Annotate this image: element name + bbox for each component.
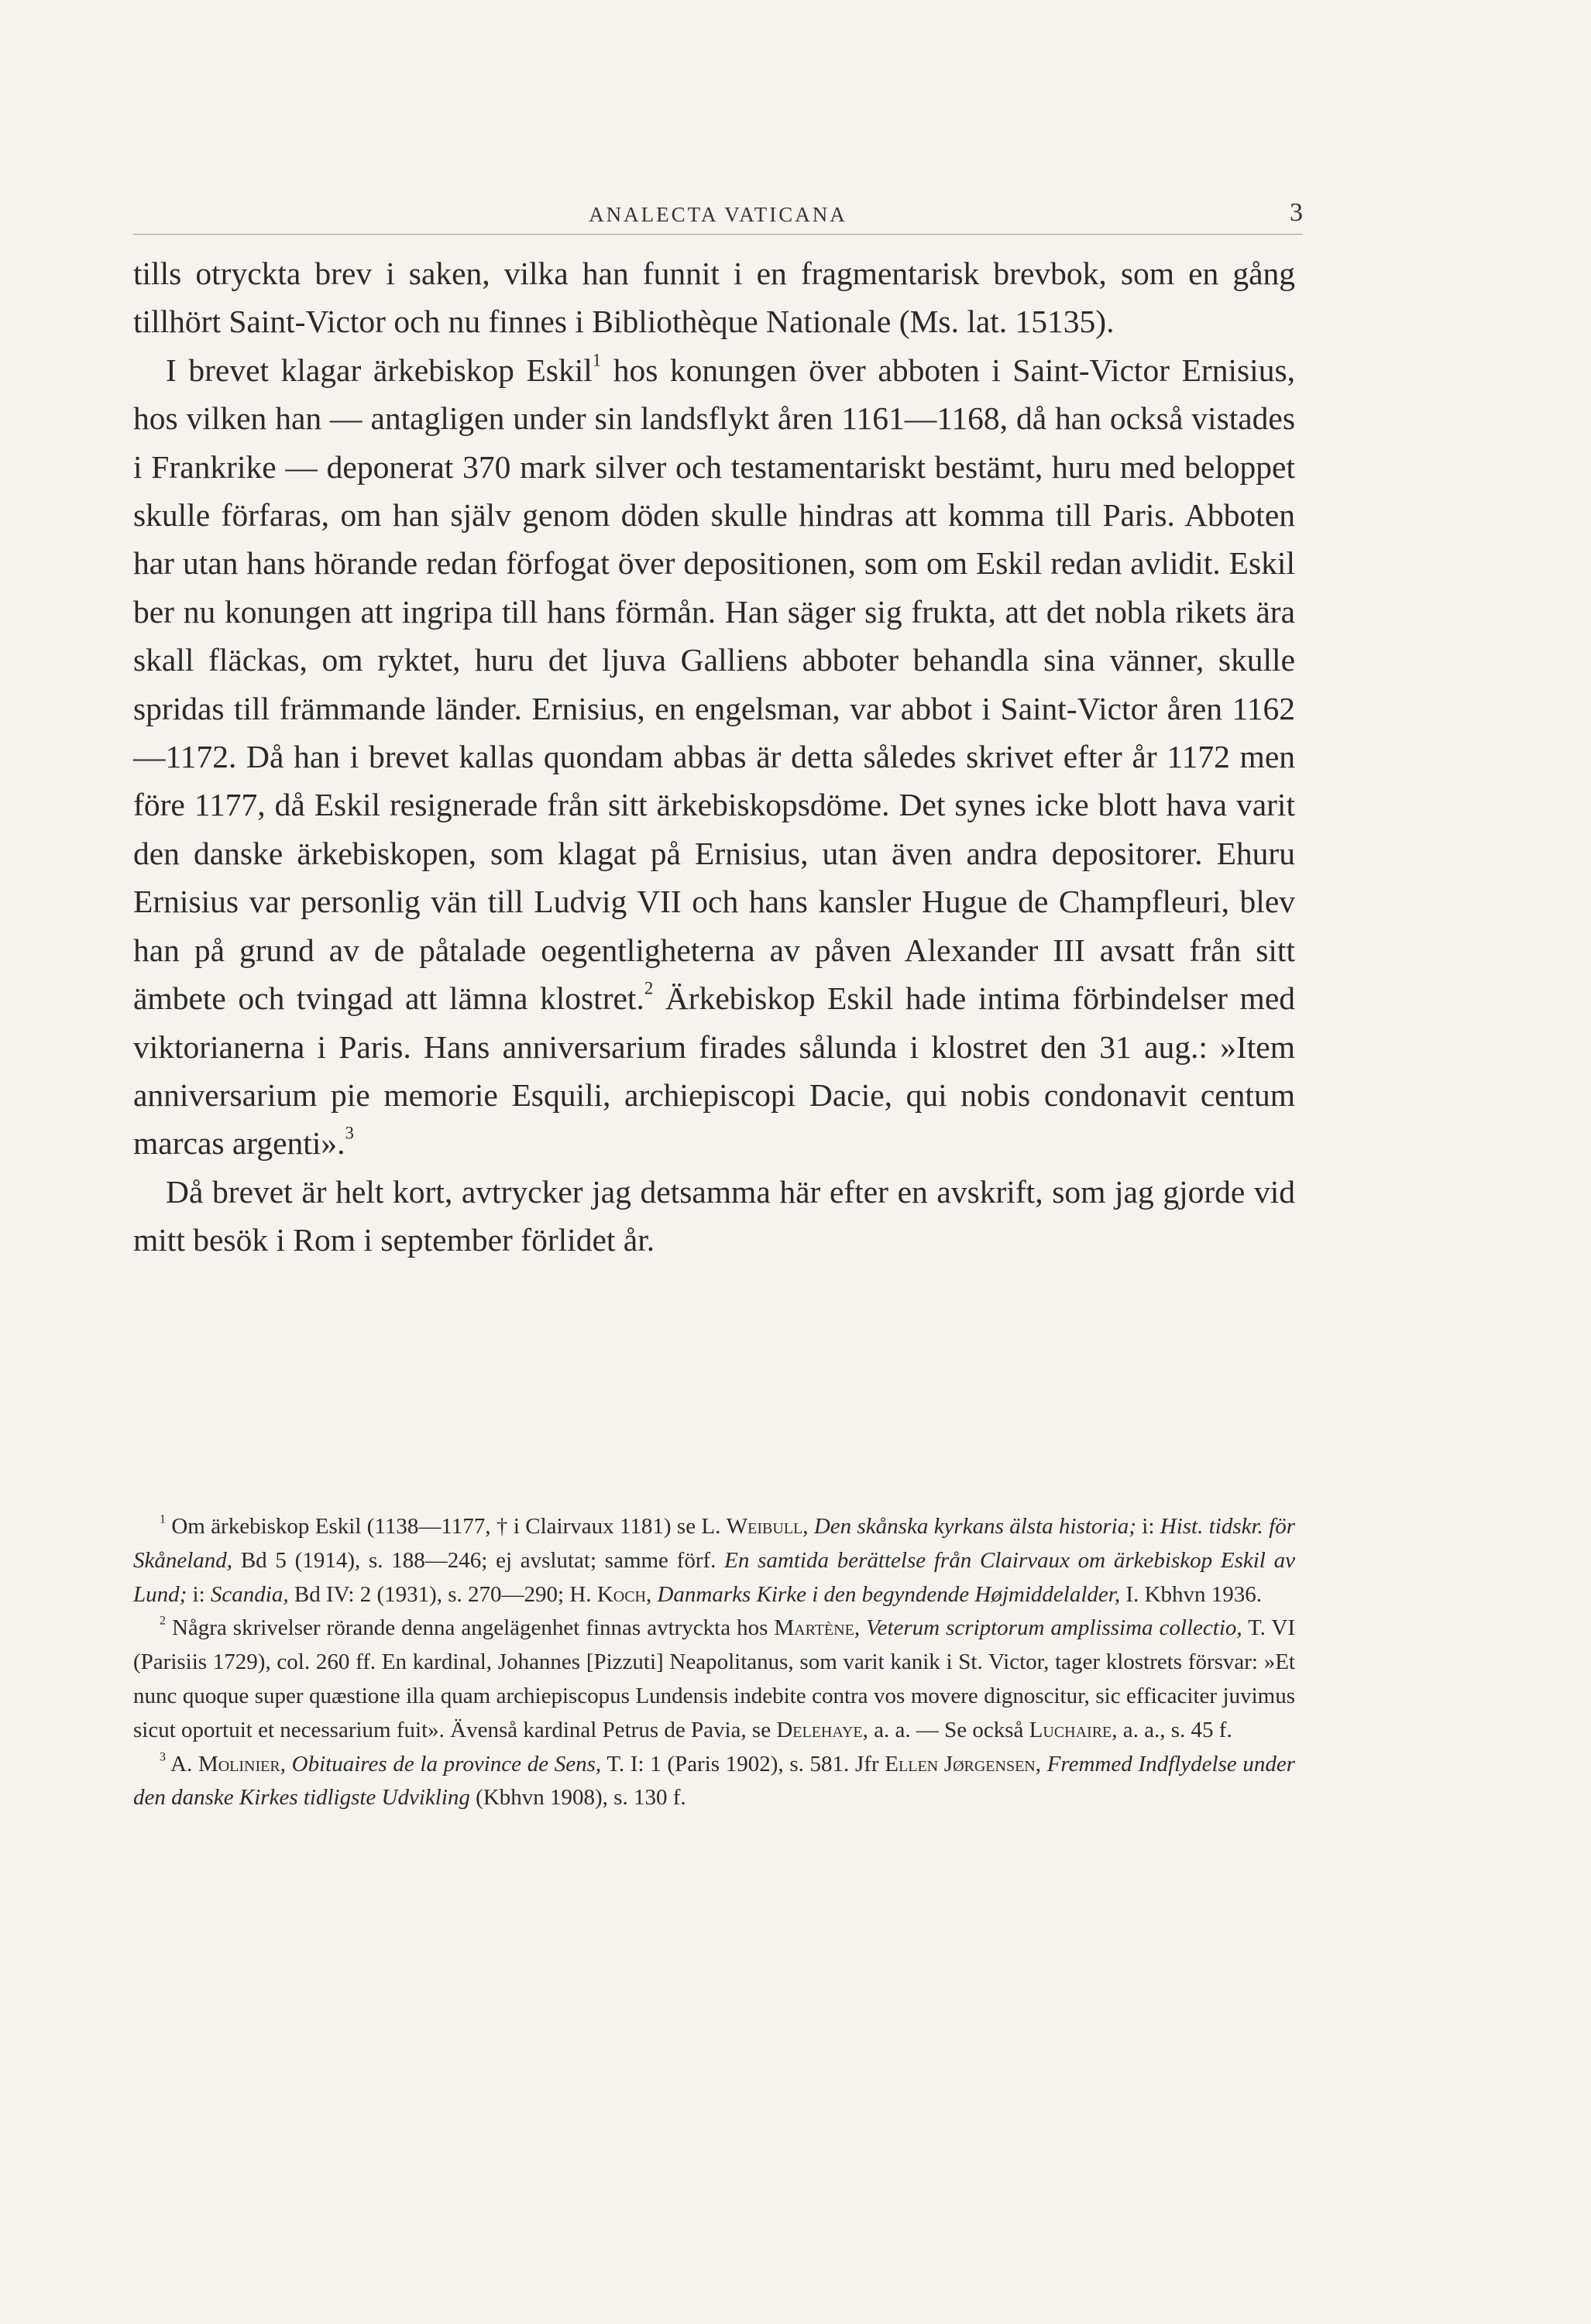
footnote-text: A. <box>165 1751 198 1776</box>
footnote-text: (Kbhvn 1908), s. 130 f. <box>469 1785 686 1811</box>
footnote-text: , <box>802 1514 814 1539</box>
footnote-text: , a. a. — Se också <box>862 1717 1029 1742</box>
footnote-text: , <box>854 1615 867 1641</box>
footnote-ref-1: 1 <box>592 350 602 370</box>
footnote-text: i: <box>1136 1514 1160 1539</box>
work-title: Den skånska kyrkans älsta historia; <box>813 1514 1136 1539</box>
footnote-text: , <box>280 1751 292 1776</box>
body-text <box>133 249 1295 1265</box>
footnote-text: Bd 5 (1914), s. 188—246; ej avslutat; samme förf. <box>232 1547 725 1573</box>
footnote-text: , a. a., s. 45 f. <box>1112 1717 1232 1742</box>
author-name: Koch <box>596 1581 646 1607</box>
footnote-text: T. VI (Parisiis 1729), col. 260 ff. En kardinal, Johannes [Pizzuti] Neapolitanus, som varit kanik i St. Victor, tager klostrets försvar: »Et nunc quoque super quæstione illa quam archiepiscopus Lundensis indebite contra vos movere dignoscitur, sic efficaciter juvimus sicut oportuit et necessarium fuit». Ävenså kardinal Petrus de Pavia, se <box>133 1615 1296 1742</box>
page-number: 3 <box>1290 198 1303 227</box>
author-name: Molinier <box>198 1751 280 1776</box>
footnote-1-number: 1 <box>160 1512 166 1526</box>
paragraph-1: tills otryckta brev i saken, vilka han funnit i en fragmentarisk brevbok, som en gång tillhört Saint-Victor och nu finnes i Bibliothèque Nationale (Ms. lat. 15135). <box>133 256 1295 340</box>
footnote-text: Bd IV: 2 (1931), s. 270—290; H. <box>288 1581 597 1607</box>
footnote-text: , <box>645 1581 658 1607</box>
author-name: Martène <box>774 1615 854 1641</box>
footnote-ref-2: 2 <box>644 978 654 998</box>
running-head <box>133 200 1303 235</box>
work-title: Obituaires de la province de Sens, <box>291 1751 602 1776</box>
footnote-text: i: <box>187 1581 211 1607</box>
work-title: Hist. tidskr. för Skåneland, <box>133 1514 1295 1573</box>
footnote-2-number: 2 <box>160 1614 166 1628</box>
footnote-2 <box>133 1612 1295 1747</box>
author-name: Delehaye <box>776 1717 863 1742</box>
footnote-ref-3: 3 <box>345 1123 354 1143</box>
work-title: Veterum scriptorum amplissima collectio, <box>866 1615 1242 1641</box>
running-title: ANALECTA VATICANA <box>589 203 847 226</box>
author-name: Luchaire <box>1029 1717 1112 1742</box>
work-title: Danmarks Kirke i den begyndende Højmiddelalder, <box>657 1581 1121 1607</box>
footnote-3 <box>133 1748 1295 1816</box>
footnote-text: Några skrivelser rörande denna angelägenhet finnas avtryckta hos <box>165 1615 775 1641</box>
paragraph-2-part-c: Ärkebiskop Eskil hade intima förbindelser med viktorianerna i Paris. Hans anniversarium firades sålunda i klostret den 31 aug.: »Item anniversarium pie memorie Esquili, archiepiscopi Dacie, qui nobis condonavit centum marcas argenti». <box>133 980 1295 1162</box>
paragraph-2-part-b: hos konungen över abboten i Saint-Victor Ernisius, hos vilken han — antagligen under sin landsflykt åren 1161—1168, då han också vistades i Frankrike — deponerat 370 mark silver och testamentariskt bestämt, huru med beloppet skulle förfaras, om han själv genom döden skulle hindras att komma till Paris. Abboten har utan hans hörande redan förfogat över depositionen, som om Eskil redan avlidit. Eskil ber nu konungen att ingripa till hans förmån. Han säger sig frukta, att det nobla rikets ära skall fläckas, om ryktet, huru det ljuva Galliens abboter behandla sina vänner, skulle spridas till främmande länder. Ernisius, en engelsman, var abbot i Saint-Victor åren 1162—1172. Då han i brevet kallas quondam abbas är detta således skrivet efter år 1172 men före 1177, då Eskil resignerade från sitt ärkebiskopsdöme. Det synes icke blott hava varit den danske ärkebiskopen, som klagat på Ernisius, utan även andra depositorer. Ehuru Ernisius var personlig vän till Ludvig VII och hans kansler Hugue de Champfleuri, blev han på grund av de påtalade oegentligheterna av påven Alexander III avsatt från sitt ämbete och tvingad att lämna klostret. <box>133 352 1295 1017</box>
author-name: Weibull <box>726 1514 803 1539</box>
footnotes <box>133 1510 1295 1815</box>
author-name: Ellen Jørgensen <box>885 1751 1036 1776</box>
footnote-3-number: 3 <box>160 1750 166 1764</box>
work-title: Fremmed Indflydelse under den danske Kirkes tidligste Udvikling <box>133 1751 1295 1811</box>
footnote-text: T. I: 1 (Paris 1902), s. 581. Jfr <box>601 1751 885 1776</box>
paragraph-2-part-a: I brevet klagar ärkebiskop Eskil <box>166 352 593 388</box>
footnote-1 <box>133 1510 1295 1612</box>
work-title: Scandia, <box>210 1581 289 1607</box>
work-title: En samtida berättelse från Clairvaux om ärkebiskop Eskil av Lund; <box>133 1547 1295 1607</box>
paragraph-2 <box>133 346 1295 1168</box>
footnote-text: Om ärkebiskop Eskil (1138—1177, † i Clairvaux 1181) se L. <box>165 1514 727 1539</box>
footnote-text: I. Kbhvn 1936. <box>1120 1581 1262 1607</box>
footnote-text: , <box>1035 1751 1047 1776</box>
paragraph-3: Då brevet är helt kort, avtrycker jag detsamma här efter en avskrift, som jag gjorde vid mitt besök i Rom i september förlidet år. <box>133 1173 1295 1258</box>
